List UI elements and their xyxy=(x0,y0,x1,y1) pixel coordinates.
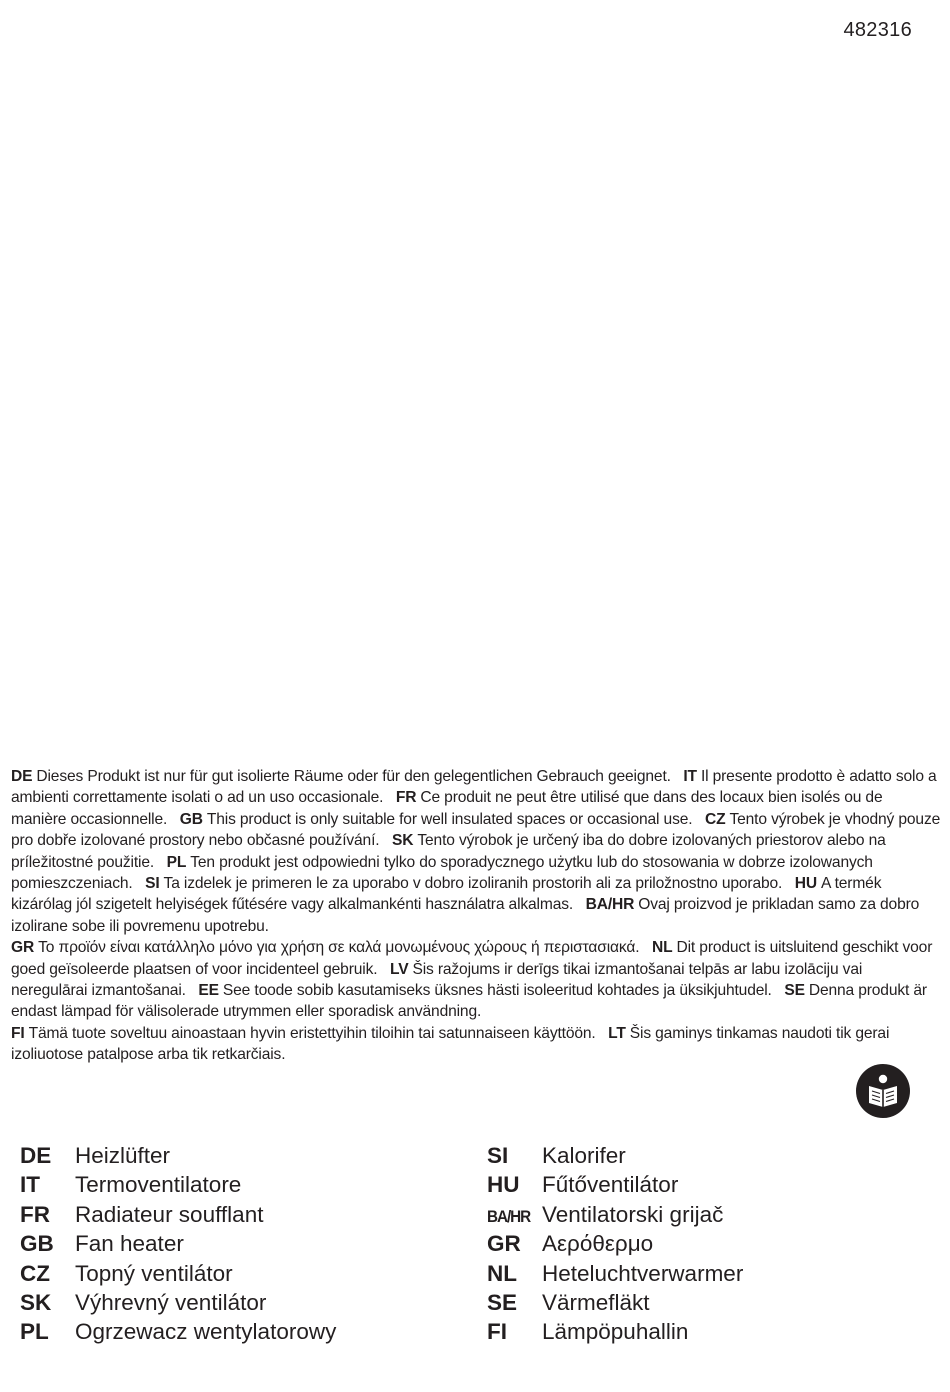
product-name: Lämpöpuhallin xyxy=(542,1319,689,1345)
warning-text: A termék kizárólag jól szigetelt helyiségek fűtésére vagy alkalmankénti használatra alkalmas. xyxy=(11,875,882,914)
product-name: Värmefläkt xyxy=(542,1289,650,1315)
language-code: FR xyxy=(395,789,417,807)
language-code: NL xyxy=(487,1260,517,1286)
warning-text: Tento výrobek je vhodný pouze pro dobře izolované prostory nebo občasné používání. xyxy=(11,810,941,850)
warning-gb xyxy=(171,811,692,828)
language-code: PL xyxy=(20,1319,49,1345)
list-item xyxy=(487,1170,743,1199)
product-names-left-column xyxy=(20,1141,336,1347)
language-code: SE xyxy=(784,982,805,1000)
product-name: Topný ventilátor xyxy=(75,1260,233,1286)
language-code: GB xyxy=(179,810,203,828)
list-item xyxy=(20,1170,336,1199)
insulation-warning-text xyxy=(11,766,941,1066)
language-code: LT xyxy=(608,1024,626,1042)
language-code: FI xyxy=(487,1319,507,1345)
warning-si xyxy=(137,875,782,892)
list-item xyxy=(20,1259,336,1288)
language-code: EE xyxy=(198,982,219,1000)
list-item xyxy=(20,1288,336,1317)
language-code: BA/HR xyxy=(585,896,635,914)
product-name: Ventilatorski grijač xyxy=(542,1201,724,1227)
language-code: LV xyxy=(389,960,409,978)
language-code: IT xyxy=(683,768,697,785)
language-code: SE xyxy=(487,1289,518,1315)
warning-text: See toode sobib kasutamiseks üksnes hästi isoleeritud kohtades ja üksikjuhtudel. xyxy=(222,982,772,1000)
list-item xyxy=(20,1141,336,1170)
language-code: NL xyxy=(652,939,673,957)
warning-text: Šis gaminys tinkamas naudoti tik gerai izoliuotose patalpose arba tik retkarčiais. xyxy=(11,1024,890,1064)
product-names-right-column xyxy=(487,1141,743,1347)
warning-text: Šis ražojums ir derīgs tikai izmantošanai telpās ar labu izolāciju vai neregulārai izmantošanai. xyxy=(11,960,863,1000)
language-code: FI xyxy=(11,1024,25,1042)
warning-text: Dieses Produkt ist nur für gut isolierte Räume oder für den gelegentlichen Gebrauch geeignet. xyxy=(36,768,671,785)
list-item xyxy=(487,1141,743,1170)
list-item xyxy=(487,1259,743,1288)
product-name: Fan heater xyxy=(75,1231,184,1257)
product-name: Radiateur soufflant xyxy=(75,1201,264,1227)
product-name: Αερόθερμο xyxy=(542,1231,654,1257)
language-code: CZ xyxy=(20,1260,50,1286)
warning-text: Ovaj proizvod je prikladan samo za dobro izolirane sobe ili povremenu upotrebu. xyxy=(11,896,920,935)
warning-ee xyxy=(190,982,772,999)
warning-text: This product is only suitable for well insulated spaces or occasional use. xyxy=(206,810,693,828)
language-code: HU xyxy=(487,1172,520,1198)
language-code: IT xyxy=(20,1172,40,1198)
language-code: DE xyxy=(11,768,33,785)
warning-text: Tento výrobok je určený iba do dobre izolovaných priestorov alebo na príležitostné použitie. xyxy=(11,832,886,871)
product-name: Kalorifer xyxy=(542,1143,626,1168)
language-code: GR xyxy=(487,1231,521,1257)
list-item xyxy=(487,1317,743,1346)
list-item xyxy=(487,1200,743,1229)
list-item xyxy=(20,1229,336,1258)
product-name: Fűtőventilátor xyxy=(542,1172,679,1198)
list-item xyxy=(20,1200,336,1229)
language-code: SK xyxy=(392,832,414,850)
language-code: GB xyxy=(20,1231,54,1257)
list-item xyxy=(487,1229,743,1258)
product-name: Ogrzewacz wentylatorowy xyxy=(75,1319,337,1345)
language-code: HU xyxy=(794,875,818,893)
warning-text: Tämä tuote soveltuu ainoastaan hyvin eristettyihin tiloihin tai satunnaiseen käyttöön. xyxy=(28,1024,596,1042)
language-code: DE xyxy=(20,1143,52,1168)
product-name: Heteluchtverwarmer xyxy=(542,1260,744,1286)
warning-text: Il presente prodotto è adatto solo a ambienti correttamente isolati o ad un uso occasionale. xyxy=(11,768,937,807)
product-name: Termoventilatore xyxy=(75,1172,242,1198)
warning-de xyxy=(11,768,671,785)
warning-fi xyxy=(11,1025,596,1042)
language-code: FR xyxy=(20,1201,50,1227)
warning-gr xyxy=(11,939,639,956)
product-name: Heizlüfter xyxy=(75,1143,171,1168)
article-number: 482316 xyxy=(843,19,912,41)
language-code: BA/HR xyxy=(487,1206,531,1226)
warning-text: Ta izdelek je primeren le za uporabo v dobro izoliranih prostorih ali za priložnostno uporabo. xyxy=(163,875,783,893)
warning-text: Ce produit ne peut être utilisé que dans des locaux bien isolés ou de manière occasionnelle. xyxy=(11,789,883,828)
warning-text: Το προϊόν είναι κατάλληλο μόνο για χρήση σε καλά μονωμένους χώρους ή περιστασιακά. xyxy=(38,939,640,957)
product-name: Výhrevný ventilátor xyxy=(75,1289,267,1315)
language-code: SK xyxy=(20,1289,52,1315)
list-item xyxy=(487,1288,743,1317)
list-item xyxy=(20,1317,336,1346)
read-manual-icon xyxy=(856,1064,910,1118)
language-code: GR xyxy=(11,939,35,957)
warning-text: Dit product is uitsluitend geschikt voor goed geïsoleerde plaatsen of voor incidenteel gebruik. xyxy=(11,939,933,978)
language-code: SI xyxy=(487,1143,509,1168)
warning-text: Ten produkt jest odpowiedni tylko do sporadycznego użytku lub do stosowania w dobrze izolowanych pomieszczeniach. xyxy=(11,853,873,893)
language-code: SI xyxy=(145,875,160,893)
language-code: CZ xyxy=(704,810,726,828)
language-code: PL xyxy=(166,853,187,871)
warning-text: Denna produkt är endast lämpad för välisolerade utrymmen eller sporadisk användning. xyxy=(11,982,927,1021)
product-name-list xyxy=(0,1141,950,1351)
